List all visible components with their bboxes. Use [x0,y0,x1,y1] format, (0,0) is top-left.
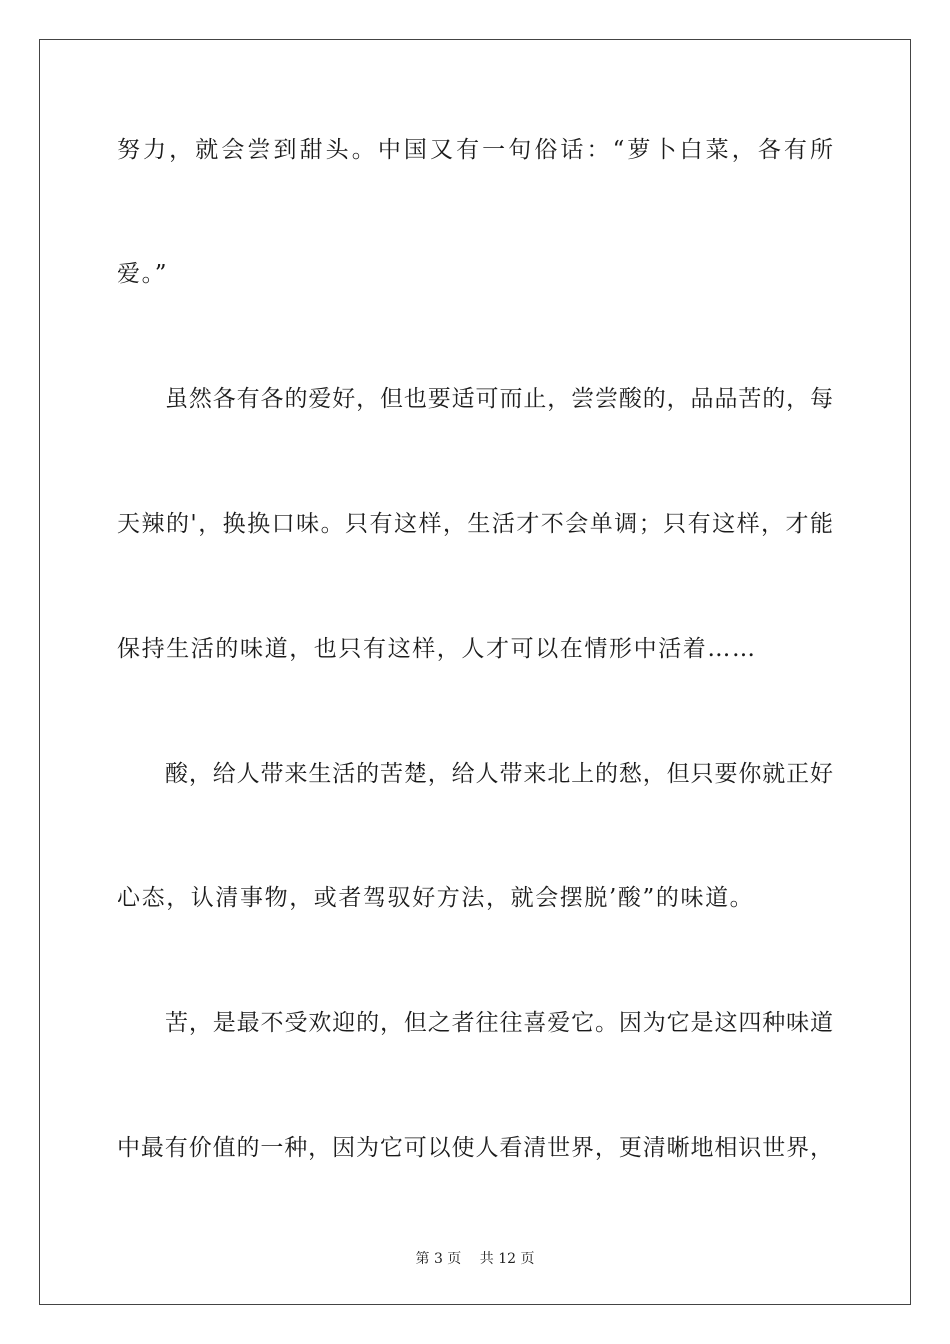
text-line: 虽然各有各的爱好，但也要适可而止，尝尝酸的，品品苦的，每 [165,386,833,412]
text-line: 保持生活的味道，也只有这样，人才可以在情形中活着…… [117,636,757,662]
text-line: 中最有价值的一种，因为它可以使人看清世界，更清晰地相识世界， [117,1135,833,1161]
text-line: 天辣的'，换换口味。只有这样，生活才不会单调；只有这样，才能 [117,511,833,537]
text-line: 心态，认清事物，或者驾驭好方法，就会摆脱’酸”的味道。 [117,885,755,911]
page-frame [39,39,911,1305]
text-line: 爱。” [117,261,169,287]
text-line: 努力，就会尝到甜头。中国又有一句俗话：“萝卜白菜，各有所 [117,137,833,163]
text-line: 酸，给人带来生活的苦楚，给人带来北上的愁，但只要你就正好 [165,761,833,787]
text-line: 苦，是最不受欢迎的，但之者往往喜爱它。因为它是这四种味道 [165,1010,833,1036]
page-number-footer: 第 3 页 共 12 页 [415,1251,535,1267]
